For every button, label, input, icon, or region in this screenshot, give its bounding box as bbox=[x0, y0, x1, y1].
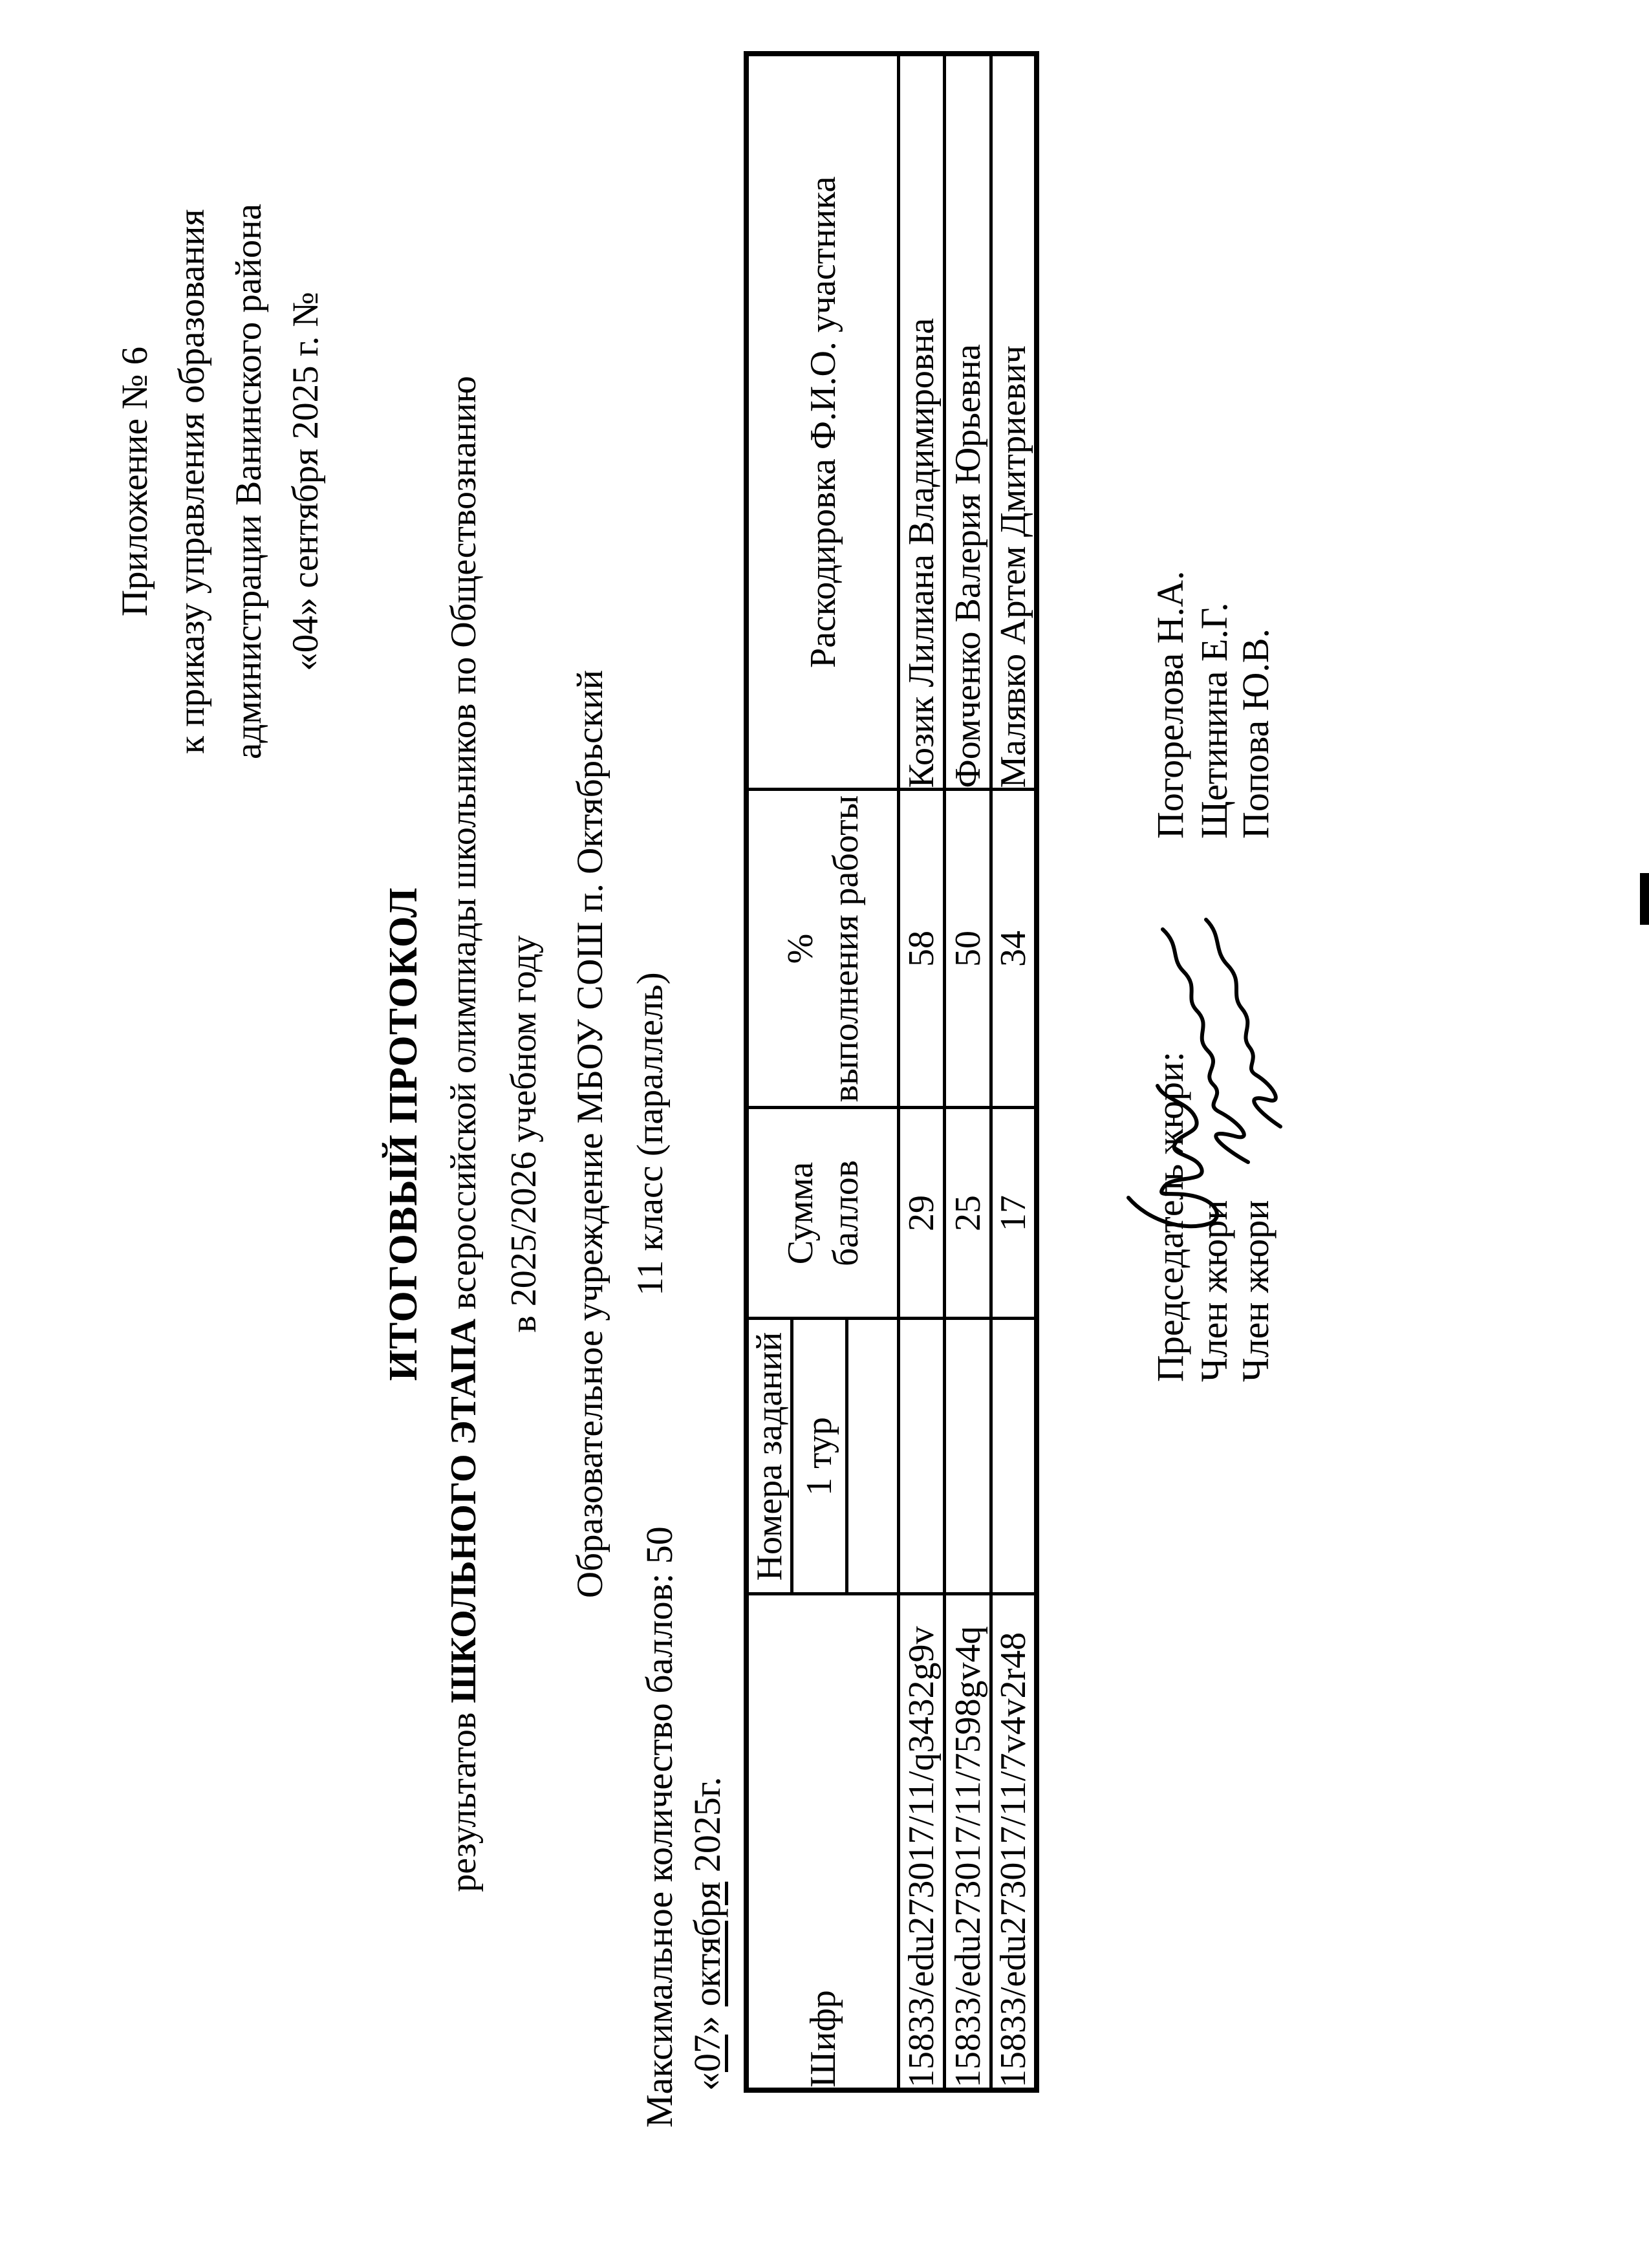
sum-header-line1: Сумма bbox=[780, 1161, 821, 1265]
date-open-quote: « bbox=[686, 2072, 728, 2091]
appendix-header-block bbox=[107, 179, 334, 784]
date-close-quote: » bbox=[686, 2006, 728, 2035]
col-header-decode: Раскодировка Ф.И.О. участника bbox=[746, 54, 899, 790]
subtitle-suffix: всероссийской олимпиады школьников по Обществознанию bbox=[444, 376, 484, 1319]
appendix-line-2: к приказу управления образования bbox=[171, 209, 212, 754]
participant-name-cell: Фомченко Валерия Юрьевна bbox=[945, 54, 991, 790]
percent-cell: 50 bbox=[945, 790, 991, 1108]
class-line: 11 класс (параллель) bbox=[630, 972, 671, 1296]
document-subtitle bbox=[434, 0, 494, 2268]
jury-role-label: Председатель жюри: bbox=[1149, 1051, 1191, 1382]
cipher-cell: 15833/edu273017/11/7598gv4q bbox=[945, 1594, 991, 2090]
signature-member-1 bbox=[1163, 929, 1248, 1162]
subtitle-stage: ШКОЛЬНОГО ЭТАПА bbox=[444, 1318, 484, 1703]
table-row bbox=[899, 54, 945, 2090]
participant-name-cell: Малявко Артем Дмитриевич bbox=[991, 54, 1037, 790]
appendix-line-4: «04» сентября 2025 г. № bbox=[285, 292, 326, 671]
cipher-cell: 15833/edu273017/11/7v4v2r48 bbox=[991, 1594, 1037, 2090]
col-header-sum bbox=[746, 1108, 899, 1319]
sum-header-line2: баллов bbox=[825, 1160, 866, 1267]
signature-chair bbox=[1128, 1086, 1217, 1226]
percent-header-line2: выполнения работы bbox=[825, 795, 866, 1103]
date-day: 07 bbox=[686, 2035, 728, 2072]
participant-name-cell: Козик Лилиана Владимировна bbox=[899, 54, 945, 790]
document-title-block bbox=[374, 0, 554, 2268]
cipher-cell: 15833/edu273017/11/q3432g9v bbox=[899, 1594, 945, 2090]
scan-artifact-mark bbox=[1640, 873, 1649, 925]
school-year-line: в 2025/2026 учебном году bbox=[504, 935, 544, 1333]
percent-header-line1: % bbox=[780, 933, 821, 964]
date-line bbox=[685, 1777, 729, 2091]
jury-signatures-handwriting bbox=[1086, 858, 1293, 1259]
date-year: 2025г. bbox=[686, 1777, 728, 1882]
results-table bbox=[744, 51, 1039, 2093]
max-score-line: Максимальное количество баллов: 50 bbox=[638, 1526, 680, 2128]
percent-cell: 58 bbox=[899, 790, 945, 1108]
sum-cell: 29 bbox=[899, 1108, 945, 1319]
col-header-cipher: Шифр bbox=[746, 1594, 899, 2090]
tour-score-cell bbox=[945, 1319, 991, 1594]
sum-cell: 25 bbox=[945, 1108, 991, 1319]
sum-cell: 17 bbox=[991, 1108, 1037, 1319]
organization-line: Образовательное учреждение МБОУ СОШ п. Октябрьский bbox=[570, 669, 610, 1599]
tour-score-cell bbox=[991, 1319, 1037, 1594]
percent-cell: 34 bbox=[991, 790, 1037, 1108]
table-row bbox=[991, 54, 1037, 2090]
jury-name: Попова Ю.В. bbox=[1234, 628, 1277, 839]
tour-score-cell bbox=[899, 1319, 945, 1594]
appendix-line-3: администрации Ванинского района bbox=[228, 203, 269, 760]
appendix-line-1: Приложение № 6 bbox=[114, 346, 155, 617]
jury-role-label: Член жюри bbox=[1193, 1200, 1235, 1382]
header-row-1 bbox=[746, 54, 792, 2090]
jury-name: Погорелова Н.А. bbox=[1149, 570, 1191, 839]
jury-name: Щетинина Е.Г. bbox=[1193, 602, 1235, 839]
col-header-task-empty bbox=[847, 1319, 899, 1594]
document-title: ИТОГОВЫЙ ПРОТОКОЛ bbox=[382, 887, 426, 1381]
col-header-tour: 1 тур bbox=[792, 1319, 847, 1594]
date-month: октября bbox=[686, 1881, 728, 2007]
jury-role-label: Член жюри bbox=[1234, 1200, 1277, 1382]
table-row bbox=[945, 54, 991, 2090]
subtitle-prefix: результатов bbox=[444, 1703, 484, 1892]
col-header-task-numbers: Номера заданий bbox=[746, 1319, 792, 1594]
col-header-percent bbox=[746, 790, 899, 1108]
